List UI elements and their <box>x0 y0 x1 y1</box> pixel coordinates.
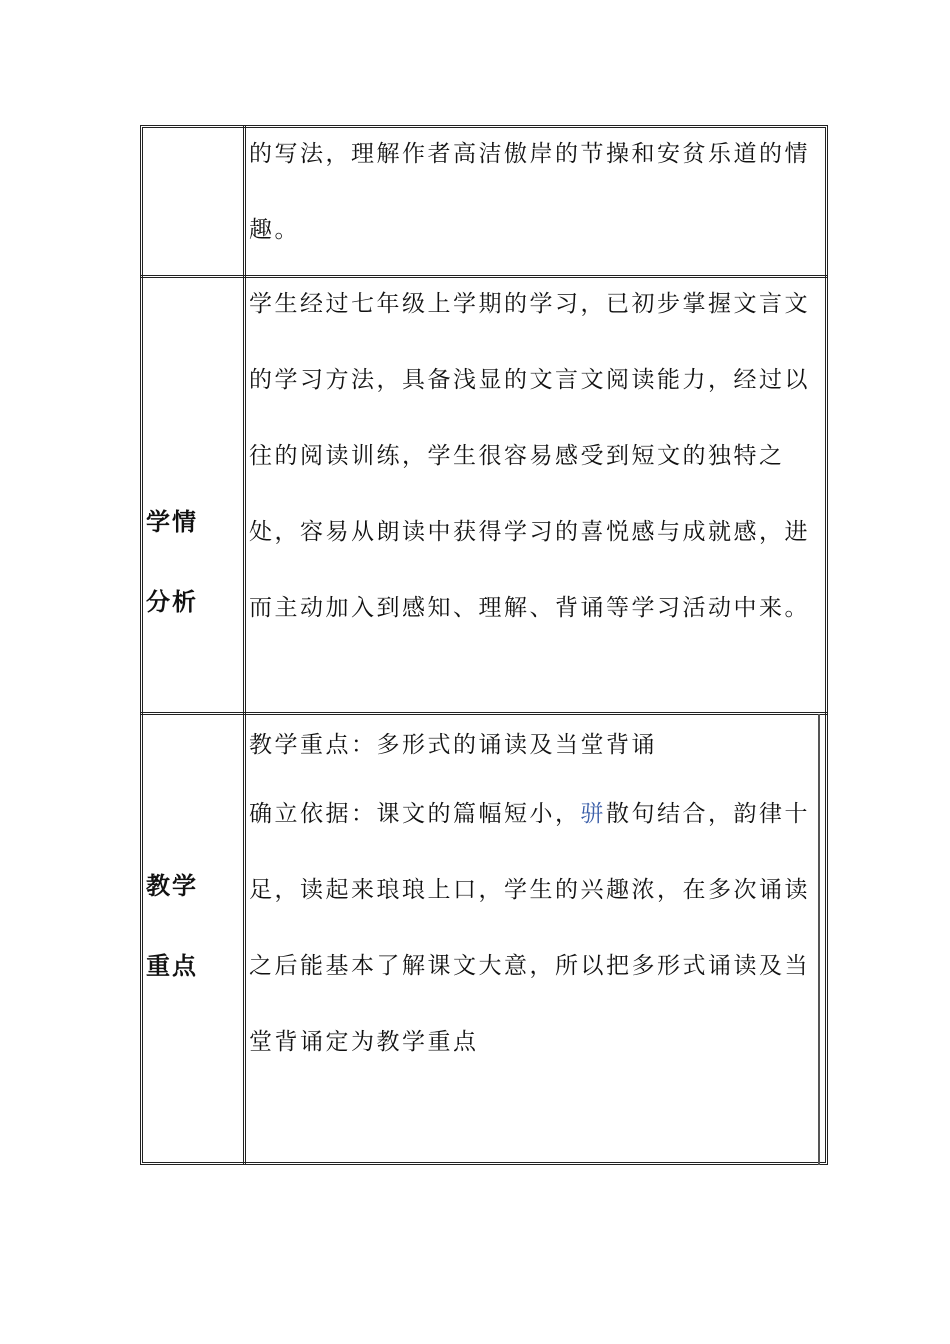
student-analysis-label-line2: 分析 <box>146 588 198 616</box>
basis-highlight: 骈 <box>580 801 606 827</box>
teaching-focus-basis <box>249 776 815 1080</box>
basis-rest: 散句结合，韵律十足，读起来琅琅上口，学生的兴趣浓，在多次诵读之后能基本了解课文大意，所以把多形式诵读及当堂背诵定为教学重点 <box>249 801 810 1055</box>
teaching-focus-heading: 教学重点：多形式的诵读及当堂背诵 <box>249 732 657 758</box>
basis-prefix: 确立依据：课文的篇幅短小， <box>249 801 581 827</box>
inner-border <box>818 714 820 1165</box>
column-divider <box>243 125 246 1165</box>
objective-continuation-text: 的写法，理解作者高洁傲岸的节操和安贫乐道的情趣。 <box>249 141 810 243</box>
student-analysis-text: 学生经过七年级上学期的学习，已初步掌握文言文的学习方法，具备浅显的文言文阅读能力，经过以往的阅读训练，学生很容易感受到短文的独特之处，容易从朗读中获得学习的喜悦感与成就感，进而主动加入到感知、理解、背诵等学习活动中来。 <box>249 291 810 621</box>
teaching-focus-label-line1: 教学 <box>146 872 198 900</box>
student-analysis-label-line1: 学情 <box>146 508 198 536</box>
teaching-focus-label-line2: 重点 <box>146 952 198 980</box>
